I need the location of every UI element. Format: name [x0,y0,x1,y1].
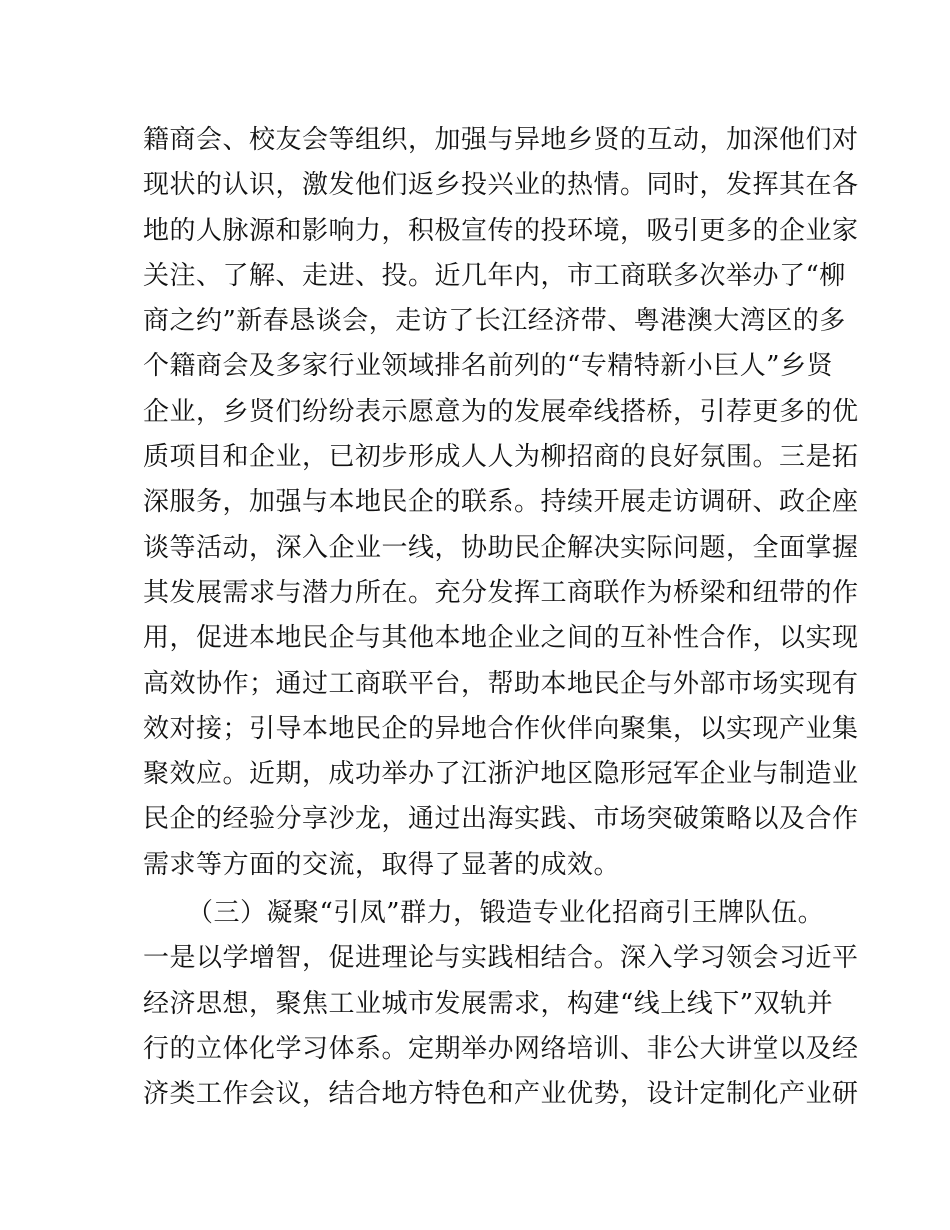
text-line: 民企的经验分享沙龙，通过出海实践、市场突破策略以及合作 [143,804,859,835]
text-line: 济类工作会议，结合地方特色和产业优势，设计定制化产业研 [143,1079,859,1110]
text-line: 质项目和企业，已初步形成人人为柳招商的良好氛围。三是拓 [143,442,859,473]
body-text [143,118,859,1118]
text-line: 效对接；引导本地民企的异地合作伙伴向聚集，以实现产业集 [143,713,859,744]
paragraph-2 [143,891,859,1117]
text-line: 深服务，加强与本地民企的联系。持续开展走访调研、政企座 [143,487,859,518]
text-line: 经济思想，聚焦工业城市发展需求，构建“线上线下”双轨并 [143,988,834,1019]
text-line: 行的立体化学习体系。定期举办网络培训、非公大讲堂以及经 [143,1033,859,1064]
paragraph-1 [143,118,859,888]
text-line: 用，促进本地民企与其他本地企业之间的互补性合作，以实现 [143,623,859,654]
text-line: 商之约”新春恳谈会，走访了长江经济带、粤港澳大湾区的多 [143,306,846,337]
text-line: 个籍商会及多家行业领域排名前列的“专精特新小巨人”乡贤 [143,351,834,382]
text-line: 谈等活动，深入企业一线，协助民企解决实际问题，全面掌握 [143,532,859,563]
text-line: 聚效应。近期，成功举办了江浙沪地区隐形冠军企业与制造业 [143,759,859,790]
text-line: 需求等方面的交流，取得了显著的成效。 [143,849,621,880]
text-line: 地的人脉源和影响力，积极宣传的投环境，吸引更多的企业家 [143,215,859,246]
text-line: 籍商会、校友会等组织，加强与异地乡贤的互动，加深他们对 [143,125,859,155]
text-line: 企业，乡贤们纷纷表示愿意为的发展牵线搭桥，引荐更多的优 [143,396,859,427]
text-line: 高效协作；通过工商联平台，帮助本地民企与外部市场实现有 [143,668,859,699]
text-line: 现状的认识，激发他们返乡投兴业的热情。同时，发挥其在各 [143,170,859,201]
text-line: 一是以学增智，促进理论与实践相结合。深入学习领会习近平 [143,943,859,974]
text-line: 其发展需求与潜力所在。充分发挥工商联作为桥梁和纽带的作 [143,577,859,608]
section-heading-line: （三）凝聚“引凤”群力，锻造专业化招商引王牌队伍。 [187,898,825,929]
text-line: 关注、了解、走进、投。近几年内，市工商联多次举办了“柳 [143,260,846,291]
